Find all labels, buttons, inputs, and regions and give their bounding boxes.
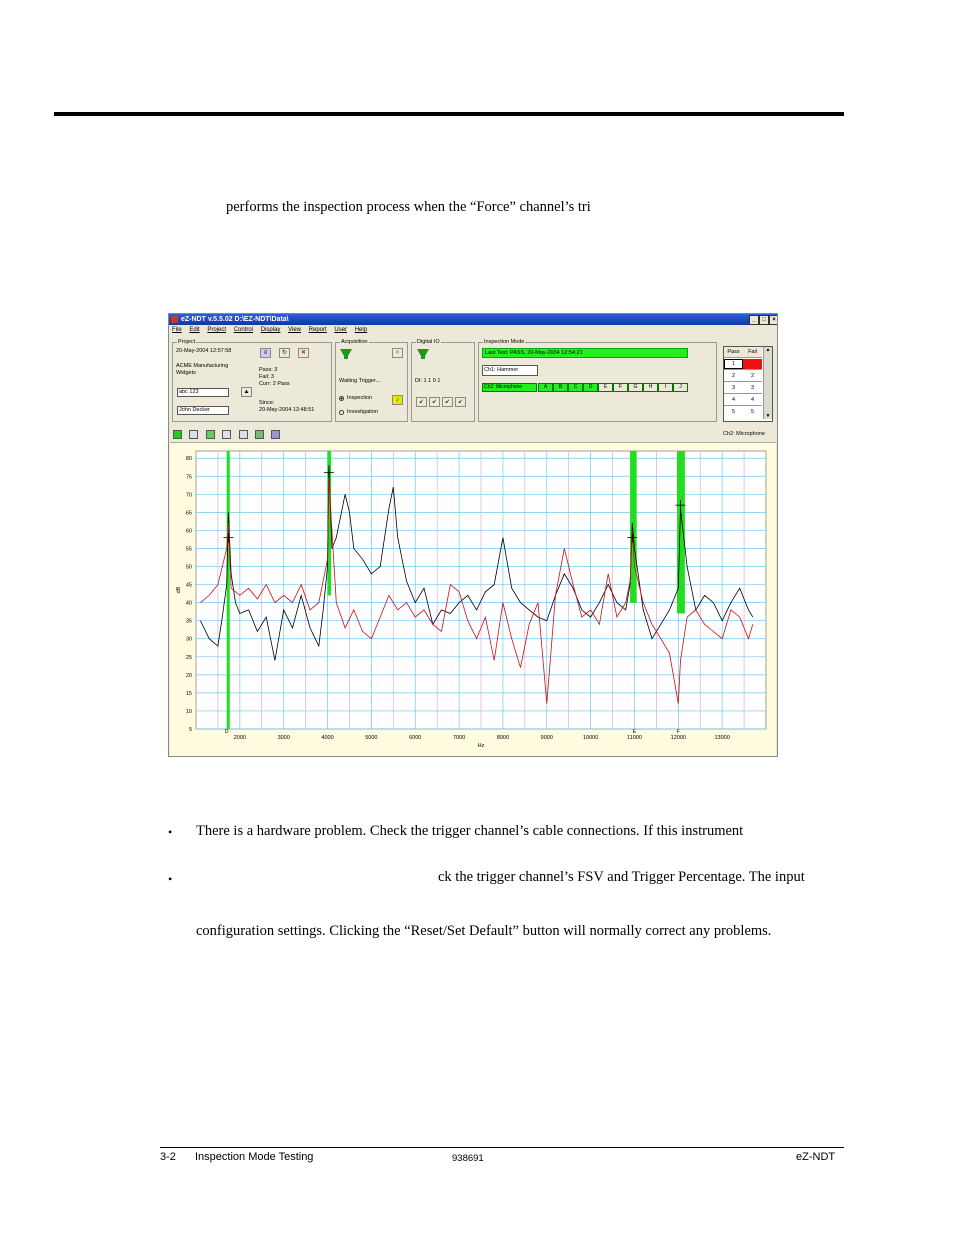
pass-cell: 3 xyxy=(731,385,736,391)
band-b[interactable]: B xyxy=(553,383,568,392)
do1-icon[interactable]: ↙ xyxy=(416,397,427,407)
band-h[interactable]: H xyxy=(643,383,658,392)
company-name: ACME Manufacturing xyxy=(176,363,229,369)
y-tick-label: 5 xyxy=(188,727,192,733)
last-test-banner: Last Test: PASS, 20-May-2004 12:54:21 xyxy=(482,348,688,358)
scroll-down-icon[interactable]: ▼ xyxy=(765,413,771,419)
y-tick-label: 80 xyxy=(185,456,192,463)
spectrum-plot xyxy=(170,443,776,756)
footer-product: eZ-NDT xyxy=(796,1151,836,1163)
investigation-radio-label: Investigation xyxy=(347,409,378,415)
since-datetime: 20-May-2004 12:48:51 xyxy=(259,407,315,413)
x-tick-label: 2000 xyxy=(233,735,246,741)
y-tick-label: 70 xyxy=(185,492,192,499)
title-bar xyxy=(169,314,777,325)
band-a[interactable]: A xyxy=(538,383,553,392)
band-c[interactable]: C xyxy=(568,383,583,392)
window-title: eZ-NDT v.5.5.02 D:\EZ-NDT\Data\ xyxy=(181,316,289,323)
pass-count: Pass: 3 xyxy=(259,367,278,373)
y-tick-label: 15 xyxy=(185,690,192,697)
x-axis-label: Hz xyxy=(477,743,485,749)
table-row[interactable] xyxy=(724,395,762,406)
bullet-1-text: There is a hardware problem. Check the trigger channel’s cable connections. If this instrument xyxy=(196,823,744,839)
menu-control[interactable]: Control xyxy=(233,327,254,333)
project-group xyxy=(172,339,332,422)
x-tick-label: 12000 xyxy=(670,735,686,741)
list-icon[interactable]: ≡ xyxy=(260,348,271,358)
operator-input[interactable]: John Decker xyxy=(177,406,229,415)
intro-paragraph: performs the inspection process when the “Force” channel’s tri xyxy=(226,199,591,215)
y-tick-label: 60 xyxy=(185,528,192,535)
waveform-tool-icon[interactable] xyxy=(189,430,198,439)
footer-page: 3-2 xyxy=(160,1151,176,1163)
band-j[interactable]: J xyxy=(673,383,688,392)
app-window xyxy=(168,313,778,757)
grid-tool-icon[interactable] xyxy=(239,430,248,439)
print-tool-icon[interactable] xyxy=(271,430,280,439)
menu-user[interactable]: User xyxy=(334,327,348,333)
trigger-light-icon xyxy=(339,348,353,360)
fail-cell: 3 xyxy=(750,385,755,391)
fail-cell: 2 xyxy=(750,373,755,379)
y-tick-label: 65 xyxy=(185,510,192,517)
inspection-band xyxy=(630,451,637,603)
band-d[interactable]: D xyxy=(583,383,598,392)
chevron-up-icon[interactable]: ▲ xyxy=(241,387,252,397)
project-group-title: Project xyxy=(178,339,196,345)
menu-display[interactable]: Display xyxy=(260,327,281,333)
pass-cell: 1 xyxy=(724,359,743,369)
band-f[interactable]: F xyxy=(613,383,628,392)
ch1-select[interactable]: Ch1: Hammer xyxy=(482,365,538,376)
maximize-button[interactable]: □ xyxy=(759,315,769,325)
inspection-mode-group xyxy=(478,339,717,422)
table-row[interactable] xyxy=(724,407,762,417)
chart-right-margin xyxy=(768,451,774,729)
digital-io-group-title: Digital IO xyxy=(417,339,440,345)
menu-report[interactable]: Report xyxy=(308,327,327,333)
y-tick-label: 50 xyxy=(185,564,192,571)
x-tick-label: 7000 xyxy=(452,735,466,741)
ch2-select[interactable]: Ch2: Microphone xyxy=(482,383,537,392)
product-name: Widgets xyxy=(176,370,196,376)
table-row[interactable] xyxy=(724,359,762,370)
menu-file[interactable]: File xyxy=(172,327,182,333)
current-status: Curr: 2 Pass xyxy=(259,381,290,387)
do2-icon[interactable]: ↙ xyxy=(429,397,440,407)
x-tick-label: 4000 xyxy=(321,735,334,741)
x-tick-label: 13000 xyxy=(714,735,730,741)
header-rule xyxy=(54,112,844,116)
inspection-mode-group-title: Inspection Mode xyxy=(484,339,525,345)
cursor-tool-icon[interactable] xyxy=(173,430,182,439)
band-marker-label: D xyxy=(224,729,229,735)
x-tick-label: 3000 xyxy=(277,735,290,741)
serial-input[interactable]: abc 123 xyxy=(177,388,229,397)
x-tick-label: 6000 xyxy=(409,735,422,741)
pass-header: Pass xyxy=(727,349,740,355)
y-tick-label: 55 xyxy=(185,546,192,553)
pass-fail-table xyxy=(723,346,773,422)
band-marker-label: F xyxy=(676,729,680,735)
project-datetime: 20-May-2004 12:57:58 xyxy=(176,348,232,354)
cancel-trigger-icon[interactable]: ✕ xyxy=(392,348,403,358)
menu-edit[interactable]: Edit xyxy=(189,327,200,333)
footer-docnum: 938691 xyxy=(452,1153,484,1164)
footer-rule xyxy=(160,1147,844,1148)
y-tick-label: 75 xyxy=(185,474,192,481)
bullet-1-marker: • xyxy=(168,825,173,839)
band-marker-label: E xyxy=(632,729,637,735)
band-i[interactable]: I xyxy=(658,383,673,392)
acquisition-group xyxy=(335,339,408,422)
close-button[interactable]: × xyxy=(769,315,778,325)
y-tick-label: 20 xyxy=(185,672,192,679)
delete-icon[interactable]: ✕ xyxy=(298,348,309,358)
do3-icon[interactable]: ↙ xyxy=(442,397,453,407)
acquisition-group-title: Acquisition xyxy=(341,339,368,345)
pass-cell: 5 xyxy=(731,409,736,415)
bullet-2-text: ck the trigger channel’s FSV and Trigger Percentage. The input xyxy=(438,869,805,885)
fail-cell-red xyxy=(743,359,762,369)
table-scrollbar[interactable] xyxy=(763,347,772,419)
menu-project[interactable]: Project xyxy=(207,327,227,333)
y-tick-label: 30 xyxy=(185,636,192,643)
band-e[interactable]: E xyxy=(598,383,613,392)
chart-channel-label: Ch2: Microphone xyxy=(723,431,765,437)
note-icon[interactable]: ♪ xyxy=(392,395,403,405)
y-tick-label: 25 xyxy=(185,654,192,661)
menu-view[interactable]: View xyxy=(288,327,301,333)
app-icon xyxy=(171,316,178,323)
digital-input-status: DI: 1 1 0 1 xyxy=(415,378,441,384)
bullet-2-continuation: configuration settings. Clicking the “Reset/Set Default” button will normally correct any problems. xyxy=(196,923,772,939)
x-tick-label: 5000 xyxy=(365,735,378,741)
marker-tool-icon[interactable] xyxy=(222,430,231,439)
spectrum-chart[interactable] xyxy=(170,442,776,756)
inspection-band xyxy=(227,451,230,729)
y-tick-label: 45 xyxy=(185,582,192,589)
menu-bar xyxy=(169,326,777,335)
fail-cell: 5 xyxy=(750,409,755,415)
fail-count: Fail: 3 xyxy=(259,374,274,380)
table-row[interactable] xyxy=(724,371,762,382)
digital-io-group xyxy=(411,339,475,422)
acquisition-status: Waiting Trigger... xyxy=(339,378,381,384)
pass-cell: 4 xyxy=(731,397,736,403)
x-tick-label: 10000 xyxy=(582,735,599,741)
x-tick-label: 11000 xyxy=(627,735,642,741)
footer-section: Inspection Mode Testing xyxy=(195,1151,314,1163)
y-tick-label: 35 xyxy=(185,618,192,625)
y-tick-label: 40 xyxy=(185,600,192,607)
io-light-icon xyxy=(416,348,430,360)
band-g[interactable]: G xyxy=(628,383,643,392)
inspection-radio-label: Inspection xyxy=(347,395,373,401)
minimize-button[interactable]: _ xyxy=(749,315,759,325)
do4-icon[interactable]: ↙ xyxy=(455,397,466,407)
scroll-up-icon[interactable]: ▲ xyxy=(765,347,771,353)
bullet-2-marker: • xyxy=(168,872,173,886)
x-tick-label: 9000 xyxy=(540,735,553,741)
zoom-tool-icon[interactable] xyxy=(206,430,215,439)
x-tick-label: 8000 xyxy=(496,735,510,741)
table-row[interactable] xyxy=(724,383,762,394)
bars-tool-icon[interactable] xyxy=(255,430,264,439)
y-axis-label: dB xyxy=(176,586,182,594)
refresh-icon[interactable]: ↻ xyxy=(279,348,290,358)
y-tick-label: 10 xyxy=(185,708,192,715)
fail-cell: 4 xyxy=(750,397,755,403)
fail-header: Fail xyxy=(748,349,757,355)
menu-help[interactable]: Help xyxy=(354,327,368,333)
investigation-radio[interactable] xyxy=(339,410,344,415)
pass-cell: 2 xyxy=(731,373,736,379)
table-header xyxy=(724,347,762,358)
inspection-radio[interactable] xyxy=(339,396,344,401)
since-label: Since: xyxy=(259,400,275,406)
